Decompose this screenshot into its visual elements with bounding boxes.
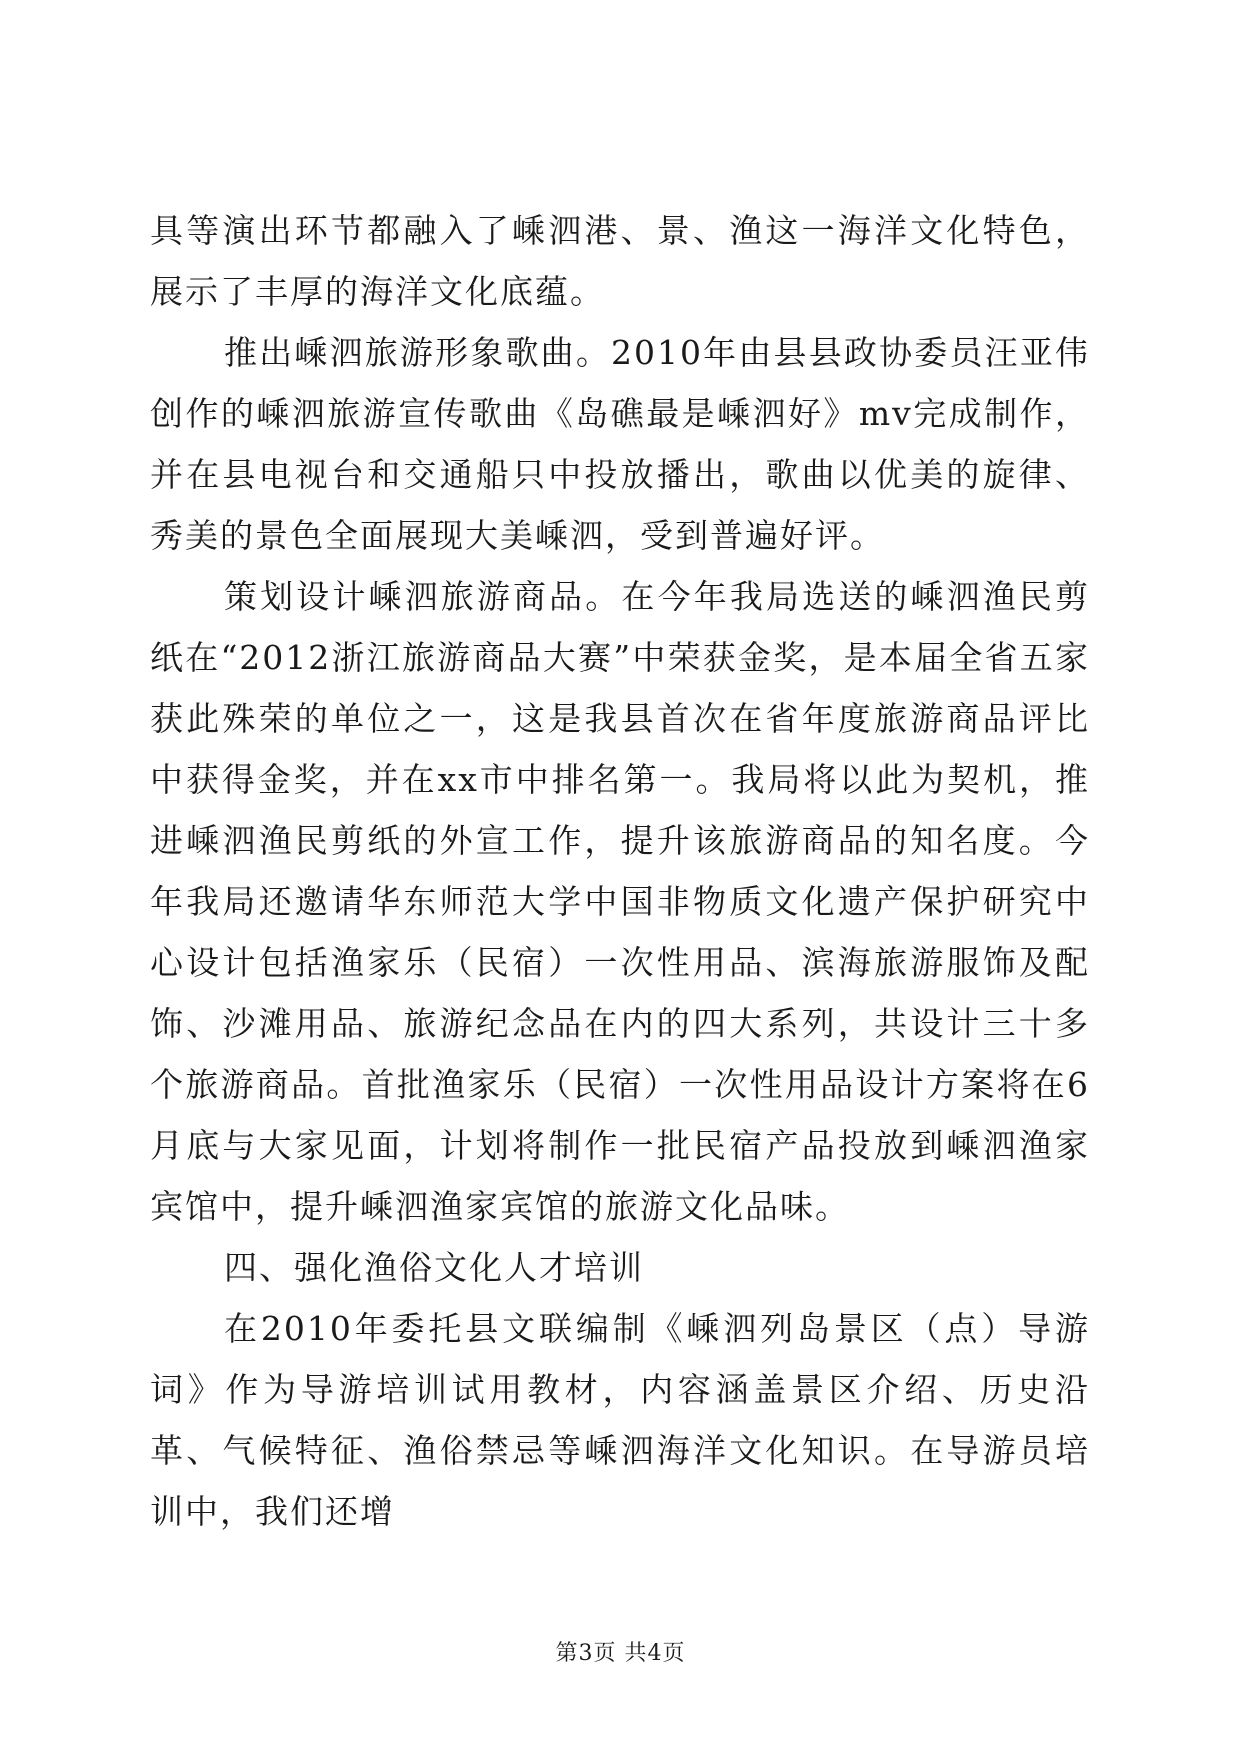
paragraph-2: 推出嵊泗旅游形象歌曲。2010年由县县政协委员汪亚伟创作的嵊泗旅游宣传歌曲《岛礁最是嵊泗好》mv完成制作，并在县电视台和交通船只中投放播出，歌曲以优美的旋律、秀美的景色全面展现大美嵊泗，受到普遍好评。 [150,333,1090,555]
document-body [150,200,1090,1542]
paragraph-1: 具等演出环节都融入了嵊泗港、景、渔这一海洋文化特色，展示了丰厚的海洋文化底蕴。 [150,211,1090,311]
paragraph-3: 策划设计嵊泗旅游商品。在今年我局选送的嵊泗渔民剪纸在“2012浙江旅游商品大赛”中荣获金奖，是本届全省五家获此殊荣的单位之一，这是我县首次在省年度旅游商品评比中获得金奖，并在xx市中排名第一。我局将以此为契机，推进嵊泗渔民剪纸的外宣工作，提升该旅游商品的知名度。今年我局还邀请华东师范大学中国非物质文化遗产保护研究中心设计包括渔家乐（民宿）一次性用品、滨海旅游服饰及配饰、沙滩用品、旅游纪念品在内的四大系列，共设计三十多个旅游商品。首批渔家乐（民宿）一次性用品设计方案将在6月底与大家见面，计划将制作一批民宿产品投放到嵊泗渔家宾馆中，提升嵊泗渔家宾馆的旅游文化品味。 [150,577,1090,1226]
page-footer: 第3页 共4页 [555,1641,686,1666]
paragraph-5: 在2010年委托县文联编制《嵊泗列岛景区（点）导游词》作为导游培训试用教材，内容涵盖景区介绍、历史沿革、气候特征、渔俗禁忌等嵊泗海洋文化知识。在导游员培训中，我们还增 [150,1309,1090,1531]
section-heading: 四、强化渔俗文化人才培训 [224,1248,644,1287]
